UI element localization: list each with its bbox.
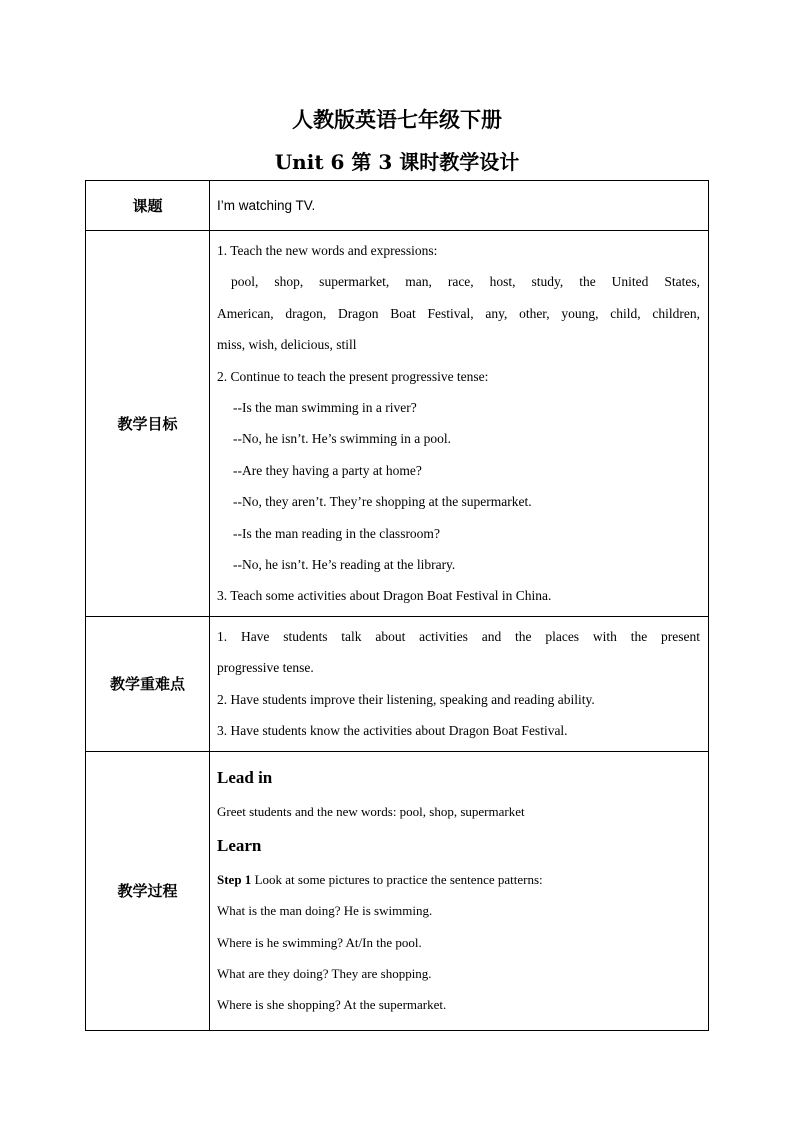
row-label-topic: 课题 xyxy=(86,181,210,231)
step-1-label: Step 1 xyxy=(217,871,252,887)
topic-text: I’m watching TV. xyxy=(210,181,709,231)
keys-line: progressive tense. xyxy=(217,660,314,676)
goals-line: miss, wish, delicious, still xyxy=(217,337,357,353)
learn-heading: Learn xyxy=(217,835,262,855)
process-content xyxy=(210,751,709,1030)
lead-in-heading: Lead in xyxy=(217,768,273,788)
process-line: What are they doing? They are shopping. xyxy=(217,965,432,981)
process-line: Where is he swimming? At/In the pool. xyxy=(217,934,422,950)
keys-line: 2. Have students improve their listening, speaking and reading ability. xyxy=(217,691,595,707)
lead-in-text: Greet students and the new words: pool, shop, supermarket xyxy=(217,804,525,820)
goals-line: American, dragon, Dragon Boat Festival, any, other, young, child, children, xyxy=(217,305,700,321)
table-row-keys xyxy=(86,616,709,751)
process-line: What is the man doing? He is swimming. xyxy=(217,903,433,919)
keys-line: 3. Have students know the activities about Dragon Boat Festival. xyxy=(217,723,568,739)
goals-line: 3. Teach some activities about Dragon Boat Festival in China. xyxy=(217,588,552,604)
row-label-goals: 教学目标 xyxy=(86,231,210,617)
page-title: 人教版英语七年级下册 xyxy=(292,107,502,132)
row-label-process: 教学过程 xyxy=(86,751,210,1030)
goals-line: 1. Teach the new words and expressions: xyxy=(217,243,438,258)
goals-line: 2. Continue to teach the present progressive tense: xyxy=(217,368,489,384)
goals-line: --No, he isn’t. He’s reading at the library. xyxy=(233,557,456,573)
step-1-text: Look at some pictures to practice the sentence patterns: xyxy=(251,871,543,887)
goals-line: --Are they having a party at home? xyxy=(233,462,422,478)
lesson-plan-table xyxy=(85,180,709,1031)
goals-line: --No, he isn’t. He’s swimming in a pool. xyxy=(233,431,451,447)
goals-line: --Is the man swimming in a river? xyxy=(233,400,417,416)
goals-line: --No, they aren’t. They’re shopping at the supermarket. xyxy=(233,494,532,510)
keys-line: 1. Have students talk about activities and the places with the present xyxy=(217,628,700,644)
goals-line: pool, shop, supermarket, man, race, host, study, the United States, xyxy=(231,274,700,290)
table-row-goals xyxy=(86,231,709,617)
step-1-line xyxy=(217,864,700,895)
keys-content xyxy=(210,616,709,751)
row-label-keys: 教学重难点 xyxy=(86,616,210,751)
page-subtitle: Unit 6 第 3 课时教学设计 xyxy=(274,150,520,174)
process-line: Where is she shopping? At the supermarket. xyxy=(217,997,447,1013)
table-row-process xyxy=(86,751,709,1030)
goals-line: --Is the man reading in the classroom? xyxy=(233,525,440,541)
goals-content xyxy=(210,231,709,617)
table-row-topic xyxy=(86,181,709,231)
